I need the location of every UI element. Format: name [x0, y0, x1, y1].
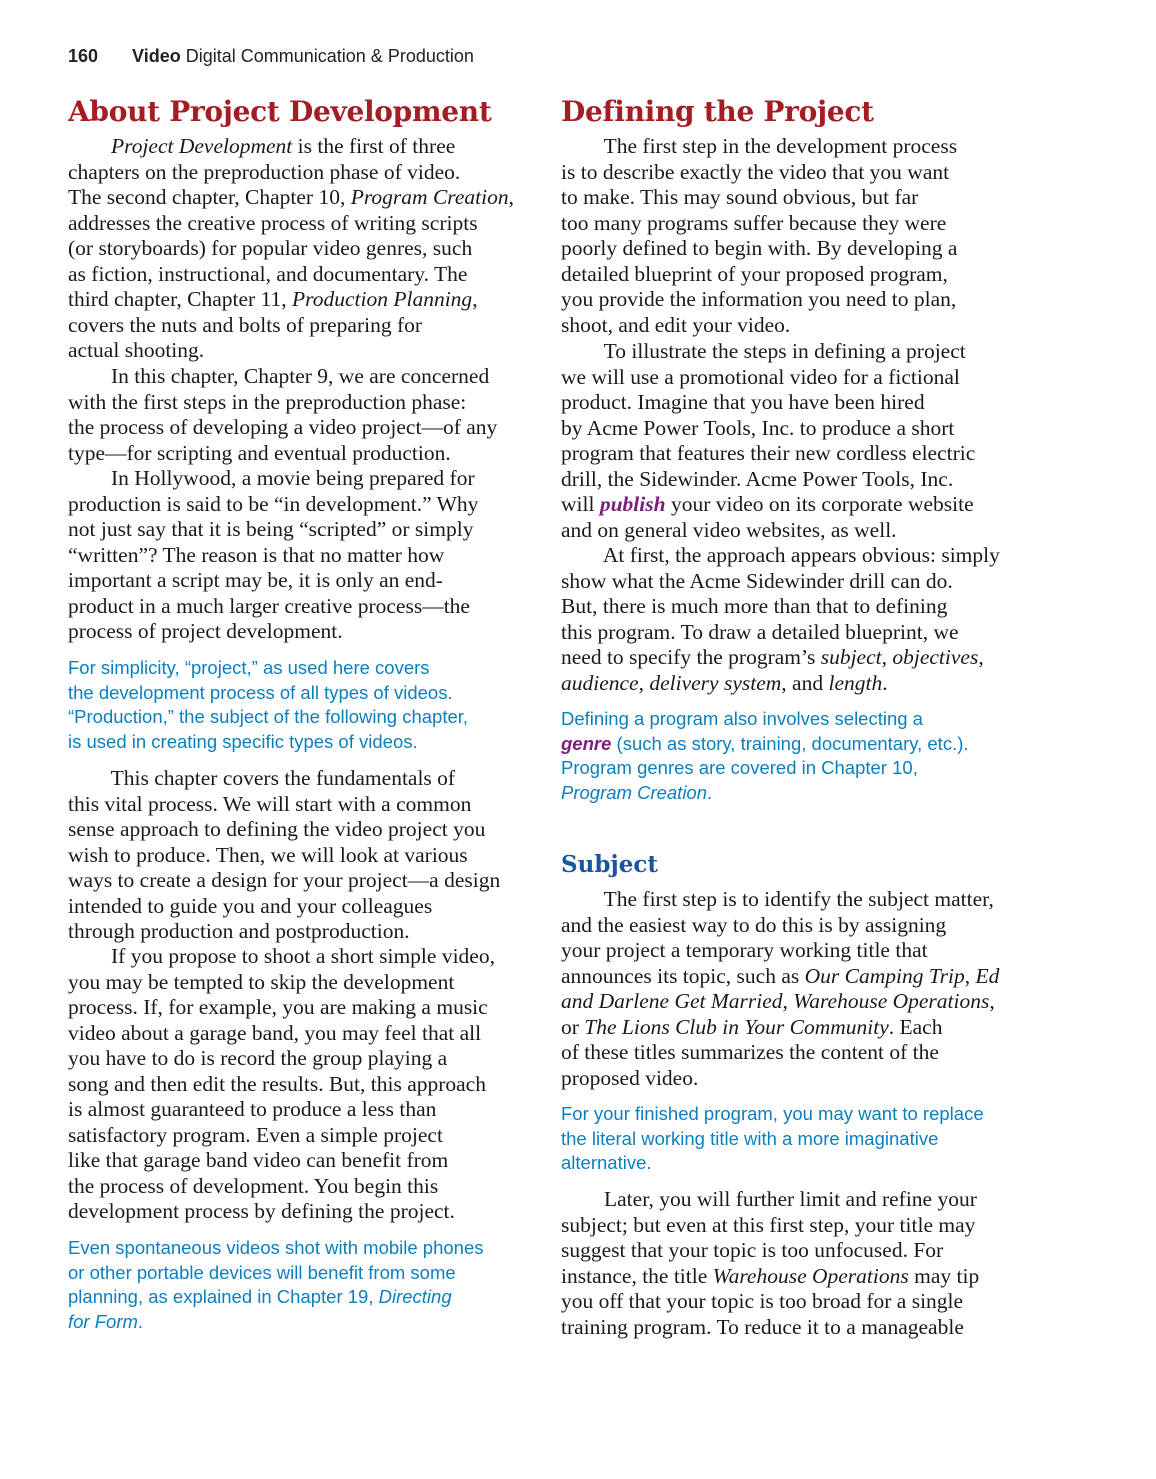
text-run: , [638, 670, 650, 695]
paragraph [561, 543, 1000, 696]
key-term: publish [599, 492, 666, 516]
text-run: (such as story, training, documentary, etc.). Program genres are covered in Chapter 10, [561, 732, 969, 778]
margin-note [561, 1102, 984, 1176]
paragraph [68, 364, 497, 466]
text-run: . [882, 670, 888, 695]
text-run: For simplicity, “project,” as used here covers the development process of all types of videos. “Production,” the subject of the following chapter, is used in creating specific types of videos. [68, 657, 469, 752]
paragraph [68, 944, 495, 1225]
text-run: In this chapter, Chapter 9, we are concerned with the first steps in the preproduction phase: the process of developing a video project—of any type—for scripting and eventual production. [68, 364, 498, 465]
text-run: The first step in the development process is to describe exactly the video that you want to make. This may sound obvious, but far too many programs suffer because they were poorly defined to begin with. By developing a detailed blueprint of your proposed program, you provide the information you need to plan, shoot, and edit your video. [561, 134, 958, 337]
text-run: your video on its corporate website and on general video websites, as well. [561, 492, 974, 542]
text-run: , [881, 645, 893, 669]
text-run: , covers the nuts and bolts of preparing for actual shooting. [68, 287, 478, 362]
text-run: If you propose to shoot a short simple video, you may be tempted to skip the development process. If, for example, you are making a music video about a garage band, you may feel that all you have to do is record the group playing a song and then edit the results. But, this approach is almost guaranteed to produce a less than satisfactory program. Even a simple project like that garage band video can benefit from the process of development. You begin this development process by defining the project. [68, 944, 495, 1223]
paragraph [561, 887, 999, 1091]
italic-text: Ed and Darlene Get Married [561, 963, 1000, 1013]
italic-text: The Lions Club in Your Community [584, 1014, 889, 1039]
text-run: , [782, 989, 794, 1013]
italic-text: delivery system [649, 670, 782, 695]
text-run: This chapter covers the fundamentals of this vital process. We will start with a common sense approach to defining the video project you wish to produce. Then, we will look at various ways to create a design for your project—a design intended to guide you and your colleagues through production and postproduction. [68, 766, 501, 943]
paragraph [561, 1187, 979, 1340]
italic-text: Directing for Form [68, 1286, 452, 1332]
text-run: . [707, 781, 713, 803]
text-run: , or [561, 989, 995, 1039]
subheading-subject: Subject [561, 851, 658, 878]
italic-text: Production Planning [292, 287, 473, 311]
paragraph [68, 766, 500, 945]
text-run: To illustrate the steps in defining a project we will use a promotional video for a fictional product. Imagine that you have been hired by Acme Power Tools, Inc. to produce a short program that features their new cordless electric drill, the Sidewinder. Acme Power Tools, Inc. will [561, 339, 976, 516]
text-run [68, 134, 111, 158]
text-run: may tip you off that your topic is too broad for a single training program. To reduce it to a manageable [561, 1263, 980, 1339]
margin-note [68, 1236, 484, 1334]
italic-text: objectives [892, 645, 979, 669]
section-heading-about: About Project Development [68, 95, 492, 128]
margin-note [68, 656, 468, 754]
text-run: Even spontaneous videos shot with mobile phones or other portable devices will benefit from some planning, as explained in Chapter 19, [68, 1237, 484, 1307]
running-header [68, 46, 474, 67]
text-run: , [964, 963, 976, 988]
text-run: Defining a program also involves selecting a [561, 708, 923, 729]
italic-text: Warehouse Operations [793, 989, 990, 1013]
book-title-bold: Video [132, 46, 181, 66]
text-run: The first step is to identify the subject matter, and the easiest way to do this is by assigning your project a temporary working title that announces its topic, such as [561, 887, 994, 988]
book-title: Digital Communication & Production [180, 46, 474, 66]
text-run: Later, you will further limit and refine your subject; but even at this first step, your title may suggest that your topic is too unfocused. For instance, the title [561, 1187, 977, 1288]
text-run: is the first of three chapters on the preproduction phase of video. The second chapter, Chapter 10, [68, 134, 461, 209]
section-heading-defining: Defining the Project [561, 95, 874, 128]
italic-text: Project Development [111, 134, 293, 158]
italic-text: audience [561, 670, 639, 695]
text-run: , [978, 645, 984, 669]
italic-text: Program Creation [561, 781, 708, 803]
italic-text: Our Camping Trip [804, 963, 965, 988]
italic-text: Warehouse Operations [712, 1263, 909, 1288]
paragraph [68, 466, 478, 645]
page-number: 160 [68, 46, 99, 66]
key-term: genre [561, 732, 612, 754]
paragraph [561, 134, 957, 338]
margin-note [561, 707, 969, 805]
italic-text: length [828, 670, 883, 695]
text-run: , addresses the creative process of writing scripts (or storyboards) for popular video genres, such as fiction, instructional, and documentary. The third chapter, Chapter 11, [68, 185, 514, 311]
italic-text: Program Creation [350, 185, 509, 209]
paragraph [68, 134, 514, 364]
text-run: . [137, 1310, 144, 1332]
italic-text: subject [820, 645, 882, 669]
text-run: . Each of these titles summarizes the content of the proposed video. [561, 1014, 943, 1090]
text-run: At first, the approach appears obvious: simply show what the Acme Sidewinder drill can do. But, there is much more than that to defining this program. To draw a detailed blueprint, we need to specify the program’s [561, 543, 1000, 669]
text-run: In Hollywood, a movie being prepared for production is said to be “in development.” Why not just say that it is being “scripted” or simply “written”? The reason is that no matter how important a script may be, it is only an end- product in a much larger creative process—the process of project development. [68, 466, 479, 643]
paragraph [561, 339, 975, 543]
text-run: , and [781, 670, 829, 695]
text-run: For your finished program, you may want to replace the literal working title with a more imaginative alternative. [561, 1103, 984, 1173]
